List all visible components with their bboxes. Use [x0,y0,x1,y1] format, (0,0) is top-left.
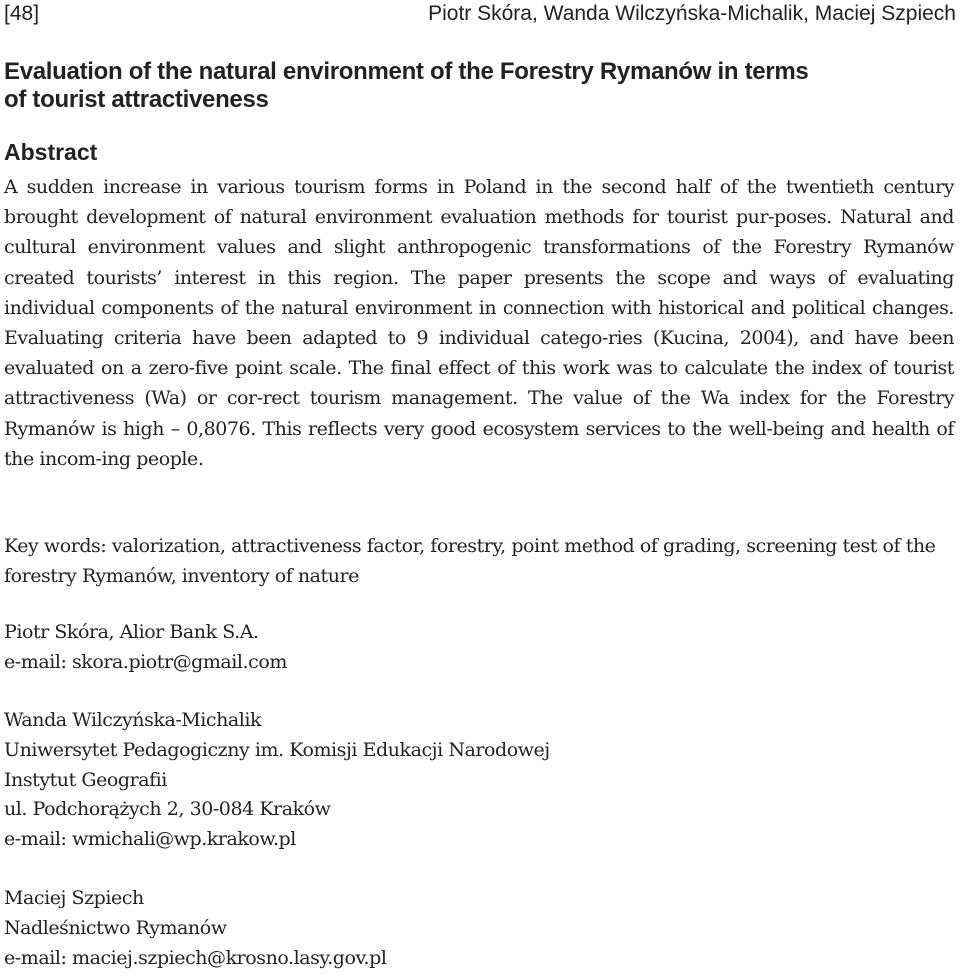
running-header [4,0,956,28]
header-authors: Piotr Skóra, Wanda Wilczyńska-Michalik, Maciej Szpiech [428,2,956,25]
affiliation-line: ul. Podchorążych 2, 30-084 Kraków [4,798,331,821]
email-address: e-mail: skora.piotr@gmail.com [4,650,287,673]
abstract-text: A sudden increase in various tourism forms in Poland in the second half of the twentieth century brought development of natural environment evaluation methods for tourist pur-poses. Natural and cultural environment values and slight anthropogenic transformations of the Forestry Rymanów created tourists’ interest in this region. The paper presents the scope and ways of evaluating individual components of the natural environment in connection with historical and political changes. Evaluating criteria have been adapted to 9 individual catego-ries (Kucina, 2004), and have been evaluated on a zero-five point scale. The final effect of this work was to calculate the index of tourist attractiveness (Wa) or cor-rect tourism management. The value of the Wa index for the Forestry Rymanów is high – 0,8076. This reflects very good ecosystem services to the well-being and health of the incom-ing people. [4,176,954,470]
page-number: [48] [4,2,40,25]
email-address: e-mail: wmichali@wp.krakow.pl [4,828,296,851]
affiliation-line: Piotr Skóra, Alior Bank S.A. [4,621,259,643]
affiliation-line: Uniwersytet Pedagogiczny im. Komisji Edukacji Narodowej [4,738,550,761]
affiliation-skora [4,618,904,678]
affiliation-line: Instytut Geografii [4,768,167,791]
title-line: Evaluation of the natural environment of the Forestry Rymanów in terms [4,58,809,85]
affiliation-line: Maciej Szpiech [4,887,144,909]
email-address: e-mail: maciej.szpiech@krosno.lasy.gov.pl [4,946,387,969]
paper-title [4,58,904,114]
abstract-heading: Abstract [4,139,98,165]
affiliation-wilczynska-michalik [4,706,904,855]
affiliation-line: Wanda Wilczyńska-Michalik [4,709,262,731]
affiliation-szpiech [4,884,904,973]
keywords: Key words: valorization, attractiveness factor, forestry, point method of grading, screening test of the forestry Rymanów, inventory of nature [4,535,936,587]
title-line: of tourist attractiveness [4,86,269,113]
affiliation-line: Nadleśnictwo Rymanów [4,916,227,939]
